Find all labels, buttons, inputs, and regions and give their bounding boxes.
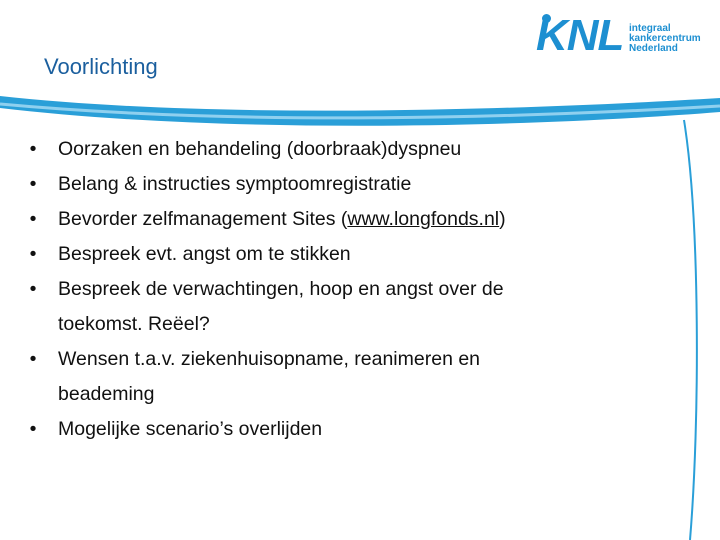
logo-text-line: Nederland [629, 43, 678, 54]
logo-text-line: integraal [629, 23, 671, 34]
bullet-icon: • [29, 418, 37, 440]
bullet-item [26, 208, 646, 231]
logo-mark: KNL [536, 11, 624, 60]
bullet-text: Mogelijke scenario’s overlijden [58, 418, 323, 440]
bullet-text: Oorzaken en behandeling (doorbraak)dyspneu [58, 138, 462, 160]
knl-logo [536, 11, 716, 62]
bullet-item [26, 138, 646, 161]
bullet-text-line2: toekomst. Reëel? [58, 313, 210, 335]
bullet-text-line2: beademing [58, 383, 155, 405]
bullet-item [26, 278, 646, 336]
bullet-text: Belang & instructies symptoomregistratie [58, 173, 412, 195]
bullet-icon: • [29, 243, 37, 265]
bullet-text-line1: Bespreek de verwachtingen, hoop en angst over de [58, 278, 504, 300]
bullet-text-prefix: Bevorder zelfmanagement Sites ( [58, 208, 348, 230]
bullet-text-line1: Wensen t.a.v. ziekenhuisopname, reanimeren en [58, 348, 481, 370]
bullet-icon: • [29, 138, 37, 160]
bullet-icon: • [29, 173, 37, 195]
bullet-icon: • [29, 348, 37, 370]
bullet-text: Bespreek evt. angst om te stikken [58, 243, 351, 265]
logo-text [629, 24, 701, 54]
logo-text-line: kankercentrum [629, 33, 701, 44]
bullet-item [26, 348, 646, 406]
longfonds-link[interactable]: www.longfonds.nl [347, 208, 500, 230]
slide-title: Voorlichting [44, 54, 158, 79]
bullet-item [26, 418, 646, 441]
bullet-icon: • [29, 208, 37, 230]
bullet-item [26, 173, 646, 196]
bullet-icon: • [29, 278, 37, 300]
bullet-text-suffix: ) [499, 208, 506, 230]
bullet-list [26, 138, 646, 453]
bullet-item [26, 243, 646, 266]
